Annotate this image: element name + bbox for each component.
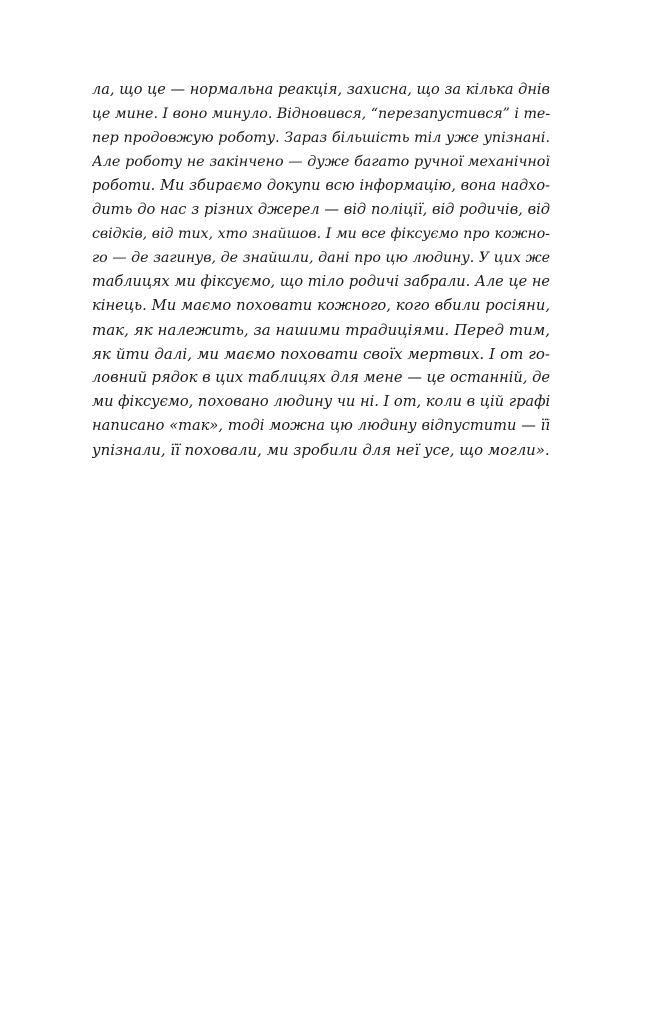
text-line: дить до нас з різних джерел — від поліції, від родичів, від <box>92 201 550 218</box>
text-line: кінець. Ми маємо поховати кожного, кого вбили росіяни, <box>92 297 550 314</box>
text-line: го — де загинув, де знайшли, дані про цю людину. У цих же <box>92 250 550 266</box>
text-line: написано «так», тоді можна цю людину відпустити — її <box>92 417 550 434</box>
text-line: таблицях ми фіксуємо, що тіло родичі забрали. Але це не <box>92 274 550 290</box>
text-line: ла, що це — нормальна реакція, захисна, що за кілька днів <box>92 82 550 98</box>
text-line: ми фіксуємо, поховано людину чи ні. І от, коли в цій графі <box>92 393 550 410</box>
text-line: свідків, від тих, хто знайшов. І ми все фіксуємо про кожно- <box>92 226 550 242</box>
text-line: роботи. Ми збираємо докупи всю інформацію, вона надхо- <box>92 178 550 194</box>
text-line: ловний рядок в цих таблицях для мене — це останній, де <box>92 369 550 386</box>
text-line: Але роботу не закінчено — дуже багато ручної механічної <box>92 154 550 170</box>
body-paragraph <box>92 78 550 462</box>
text-line: пер продовжую роботу. Зараз більшість тіл уже упізнані. <box>92 130 550 146</box>
text-line: так, як належить, за нашими традиціями. Перед тим, <box>92 321 550 339</box>
text-line: як йти далі, ми маємо поховати своїх мертвих. І от го- <box>92 345 550 363</box>
text-line-last: упізнали, її поховали, ми зробили для неї усе, що могли». <box>92 441 550 459</box>
text-line: це мине. І воно минуло. Відновився, “перезапустився” і те- <box>92 106 550 122</box>
